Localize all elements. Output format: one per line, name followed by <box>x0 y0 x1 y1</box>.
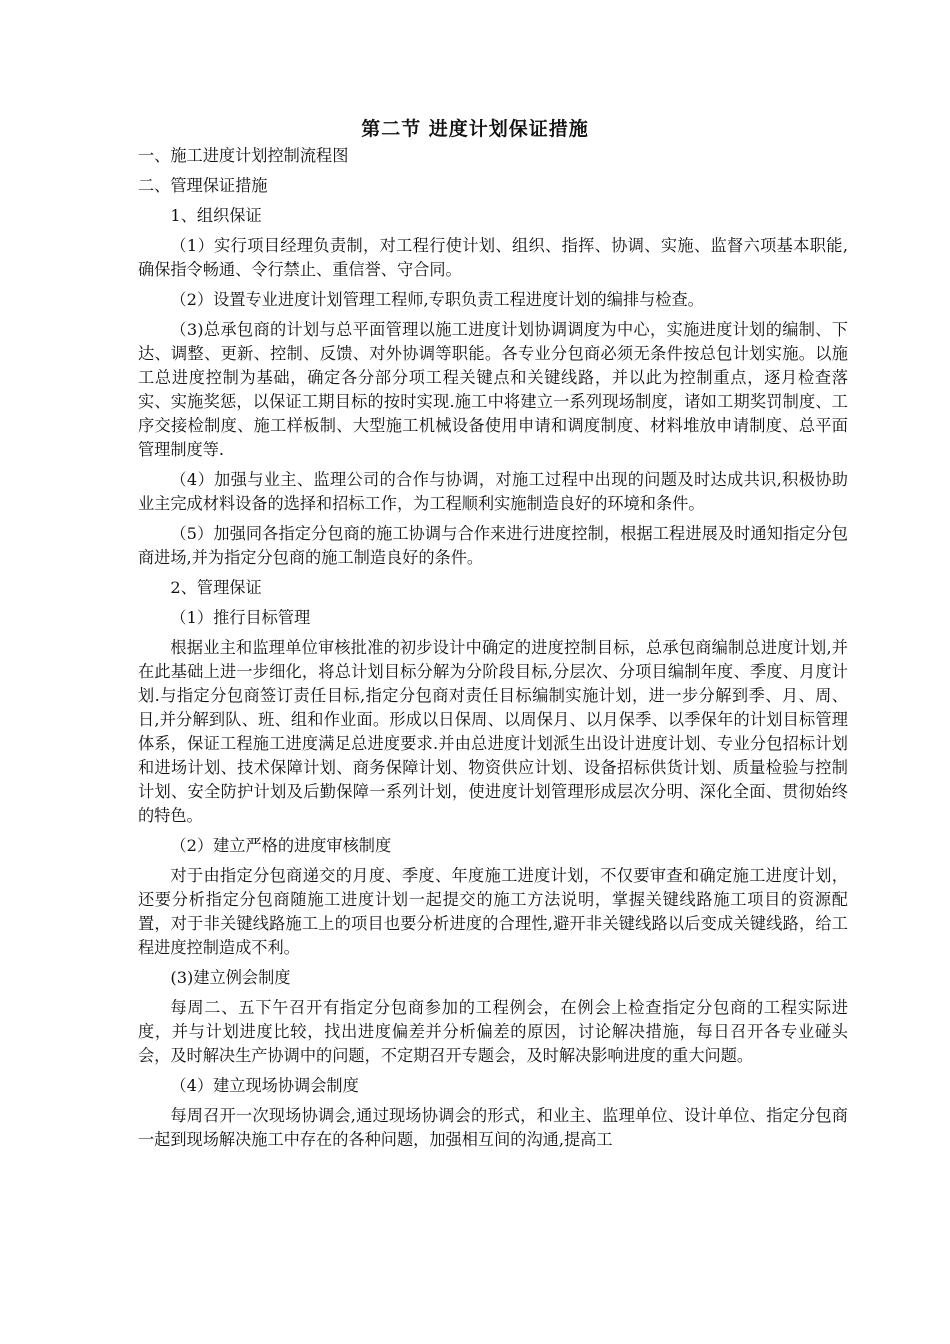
document-body <box>138 144 848 1158</box>
heading-line: （2）建立严格的进度审核制度 <box>170 836 392 855</box>
heading-line: 二、管理保证措施 <box>138 176 268 195</box>
heading-line: 2、管理保证 <box>170 578 262 597</box>
heading-line: (3)建立例会制度 <box>170 968 291 987</box>
heading-line: 1、组织保证 <box>170 206 262 225</box>
body-paragraph: 根据业主和监理单位审核批准的初步设计中确定的进度控制目标，总承包商编制总进度计划,并在此基础上进一步细化，将总计划目标分解为分阶段目标,分层次、分项目编制年度、季度、月度计划.与指定分包商签订责任目标,指定分包商对责任目标编制实施计划，进一步分解到季、月、周、日,并分解到队、班、组和作业面。形成以日保周、以周保月、以月保季、以季保年的计划目标管理体系，保证工程施工进度满足总进度要求.并由总进度计划派生出设计进度计划、专业分包招标计划和进场计划、技术保障计划、商务保障计划、物资供应计划、设备招标供货计划、质量检验与控制计划、安全防护计划及后勤保障一系列计划，使进度计划管理形成层次分明、深化全面、贯彻始终的特色。 <box>138 638 848 825</box>
heading-line: （4）建立现场协调会制度 <box>170 1076 359 1095</box>
body-paragraph: 每周召开一次现场协调会,通过现场协调会的形式，和业主、监理单位、设计单位、指定分包商一起到现场解决施工中存在的各种问题，加强相互间的沟通,提高工 <box>138 1106 848 1149</box>
section-title: 第二节 进度计划保证措施 <box>361 118 589 140</box>
body-paragraph: 对于由指定分包商递交的月度、季度、年度施工进度计划，不仅要审查和确定施工进度计划，还要分析指定分包商随施工进度计划一起提交的施工方法说明，掌握关键线路施工项目的资源配置，对于非关键线路施工上的项目也要分析进度的合理性,避开非关键线路以后变成关键线路，给工程进度控制造成不利。 <box>138 866 848 957</box>
paragraph-list <box>138 144 848 1152</box>
heading-line: 一、施工进度计划控制流程图 <box>138 146 349 165</box>
body-paragraph: （4）加强与业主、监理公司的合作与协调，对施工过程中出现的问题及时达成共识,积极协助业主完成材料设备的选择和招标工作，为工程顺利实施制造良好的环境和条件。 <box>138 470 848 513</box>
body-paragraph: 每周二、五下午召开有指定分包商参加的工程例会，在例会上检查指定分包商的工程实际进度，并与计划进度比较，找出进度偏差并分析偏差的原因，讨论解决措施，每日召开各专业碰头会，及时解决生产协调中的问题，不定期召开专题会，及时解决影响进度的重大问题。 <box>138 998 848 1065</box>
heading-line: （2）设置专业进度计划管理工程师,专职负责工程进度计划的编排与检查。 <box>170 290 704 309</box>
body-paragraph: （1）实行项目经理负责制，对工程行使计划、组织、指挥、协调、实施、监督六项基本职能,确保指令畅通、令行禁止、重信誉、守合同。 <box>138 236 848 279</box>
body-paragraph: （5）加强同各指定分包商的施工协调与合作来进行进度控制，根据工程进展及时通知指定分包商进场,并为指定分包商的施工制造良好的条件。 <box>138 524 848 567</box>
heading-line: （1）推行目标管理 <box>170 608 311 627</box>
body-paragraph: （3)总承包商的计划与总平面管理以施工进度计划协调调度为中心，实施进度计划的编制、下达、调整、更新、控制、反馈、对外协调等职能。各专业分包商必须无条件按总包计划实施。以施工总进度控制为基础，确定各分部分项工程关键点和关键线路，并以此为控制重点，逐月检查落实、实施奖惩，以保证工期目标的按时实现.施工中将建立一系列现场制度，诸如工期奖罚制度、工序交接检制度、施工样板制、大型施工机械设备使用申请和调度制度、材料堆放申请制度、总平面管理制度等. <box>138 320 848 459</box>
